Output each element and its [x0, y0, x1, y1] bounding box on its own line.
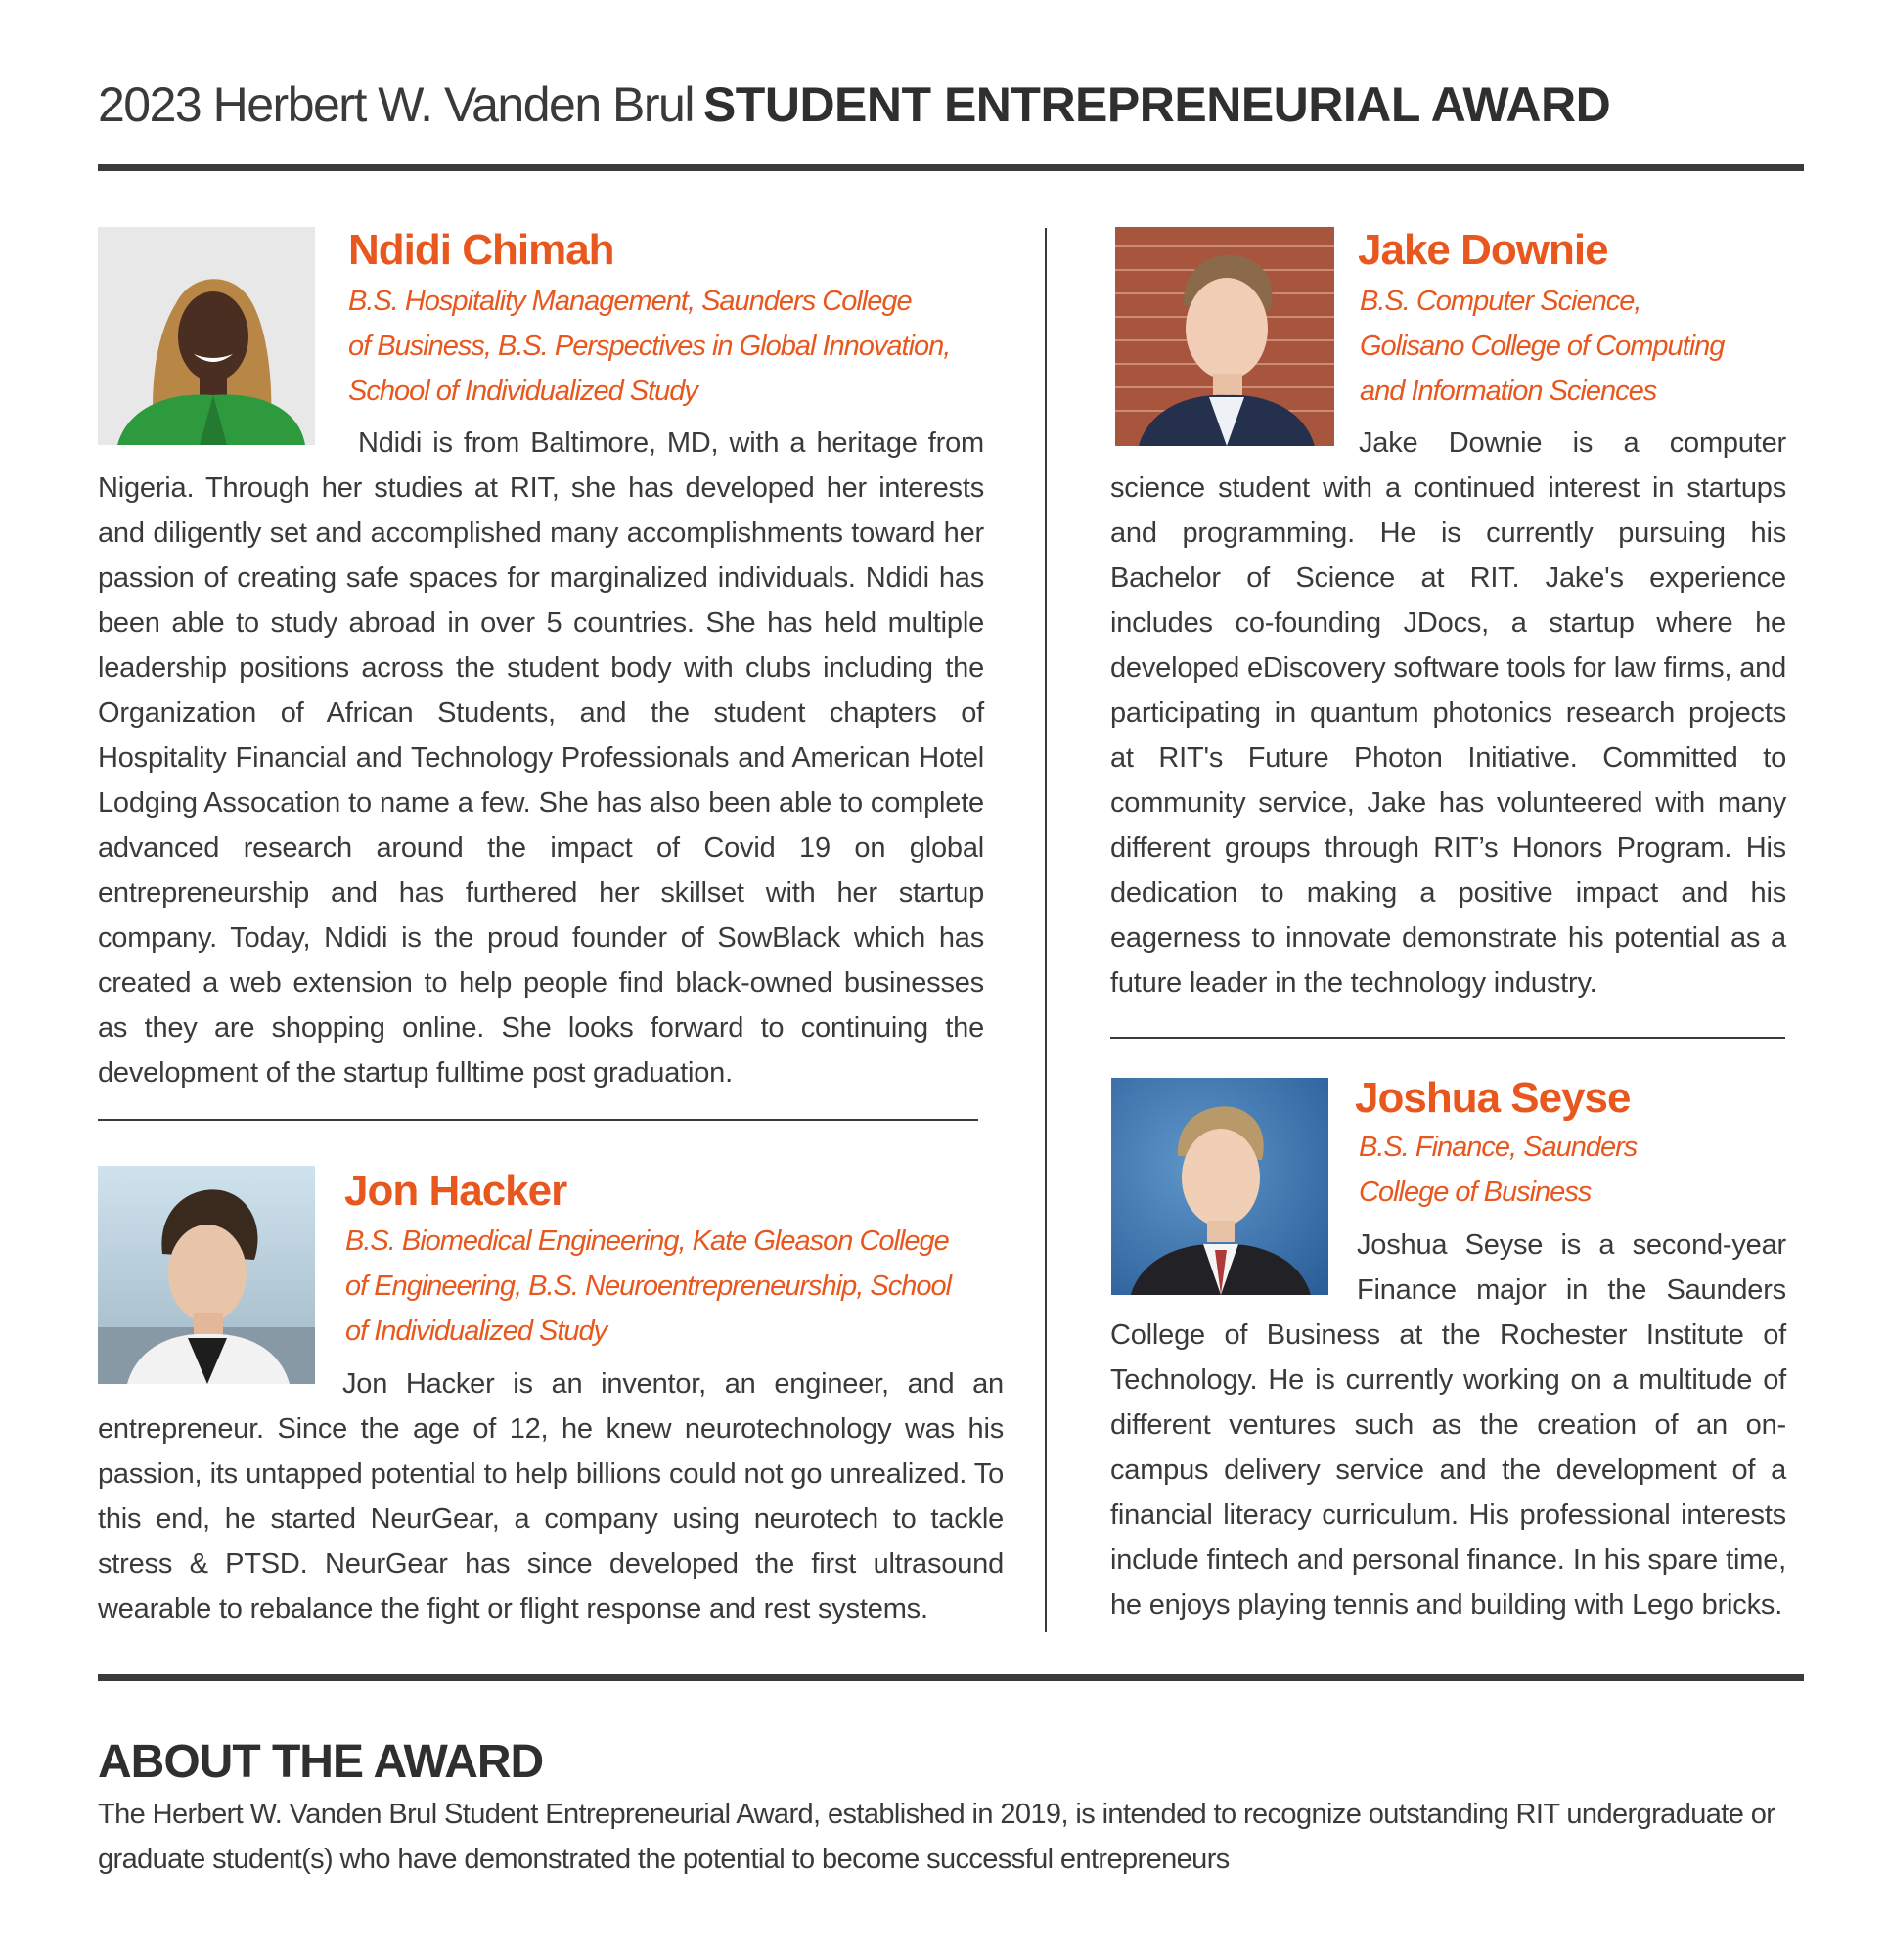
- header-divider: [98, 164, 1804, 171]
- jake-bio: Jake Downie is a computer science student with a continued interest in startups and programming. He is currently pursuing his Bachelor of Science at RIT. Jake's experience includes co-founding JDocs, a startup where he developed eDiscovery software tools for law firms, and participating in quantum photonics research projects at RIT's Future Photon Initiative. Committed to community service, Jake has volunteered with many different groups through RIT’s Honors Program. His dedication to making a positive impact and his eagerness to innovate demonstrate his potential as a future leader in the technology industry.: [1110, 427, 1786, 999]
- about-text: The Herbert W. Vanden Brul Student Entrepreneurial Award, established in 2019, is intended to recognize outstanding RIT undergraduate or graduate student(s) who have demonstrated the potential to become successful entrepreneurs: [98, 1799, 1775, 1875]
- jake-portrait-icon: [1115, 227, 1334, 446]
- jake-degree-line: B.S. Computer Science,: [1360, 286, 1641, 317]
- jake-bio-block: [1110, 421, 1786, 1005]
- joshua-name: Joshua Seyse: [1355, 1074, 1631, 1122]
- ndidi-degree-line: School of Individualized Study: [348, 376, 697, 407]
- jon-degree-line: of Individualized Study: [345, 1315, 607, 1347]
- left-section-divider: [98, 1119, 978, 1121]
- ndidi-bio-block: [98, 421, 984, 1095]
- jake-degree: [1360, 279, 1724, 414]
- jake-photo: [1115, 227, 1334, 446]
- ndidi-name: Ndidi Chimah: [348, 226, 614, 274]
- joshua-bio: Joshua Seyse is a second-year Finance major in the Saunders College of Business at the Rochester Institute of Technology. He is currently working on a multitude of different ventures such as the creation of an on-campus delivery service and the development of a financial literacy curriculum. His professional interests include fintech and personal finance. In his spare time, he enjoys playing tennis and building with Lego bricks.: [1110, 1229, 1786, 1621]
- joshua-degree: [1359, 1125, 1637, 1215]
- about-heading: ABOUT THE AWARD: [98, 1736, 544, 1788]
- jon-bio: Jon Hacker is an inventor, an engineer, and an entrepreneur. Since the age of 12, he knew neurotechnology was his passion, its untapped potential to help billions could not go unrealized. To this end, he started NeurGear, a company using neurotech to tackle stress & PTSD. NeurGear has since developed the first ultrasound wearable to rebalance the fight or flight response and rest systems.: [98, 1368, 1004, 1625]
- jon-degree: [345, 1219, 951, 1354]
- jon-bio-indent: [98, 1361, 342, 1406]
- page-title: [98, 70, 1800, 139]
- jon-name: Jon Hacker: [344, 1167, 567, 1215]
- jon-photo: [98, 1166, 315, 1384]
- title-prefix: 2023 Herbert W. Vanden Brul: [98, 77, 694, 132]
- ndidi-bio-indent: [98, 421, 358, 466]
- ndidi-portrait-icon: [98, 227, 315, 445]
- column-divider: [1045, 228, 1047, 1632]
- right-section-divider: [1110, 1037, 1785, 1039]
- joshua-degree-line: B.S. Finance, Saunders: [1359, 1132, 1638, 1163]
- jake-bio-indent: [1110, 421, 1359, 466]
- jake-degree-line: Golisano College of Computing: [1360, 331, 1725, 362]
- jake-name: Jake Downie: [1358, 226, 1608, 274]
- joshua-bio-block: [1110, 1223, 1786, 1627]
- ndidi-degree-line: of Business, B.S. Perspectives in Global Innovation,: [348, 331, 951, 362]
- jon-portrait-icon: [98, 1166, 315, 1384]
- jake-degree-line: and Information Sciences: [1360, 376, 1657, 407]
- ndidi-degree: [348, 279, 950, 414]
- ndidi-bio: Ndidi is from Baltimore, MD, with a heritage from Nigeria. Through her studies at RIT, she has developed her interests and diligently set and accomplished many accomplishments toward her passion of creating safe spaces for marginalized individuals. Ndidi has been able to study abroad in over 5 countries. She has held multiple leadership positions across the student body with clubs including the Organization of African Students, and the student chapters of Hospitality Financial and Technology Professionals and American Hotel Lodging Assocation to name a few. She has also been able to complete advanced research around the impact of Covid 19 on global entrepreneurship and has furthered her skillset with her startup company. Today, Ndidi is the proud founder of SowBlack which has created a web extension to help people find black-owned businesses as they are shopping online. She looks forward to continuing the development of the startup fulltime post graduation.: [98, 427, 984, 1089]
- ndidi-photo: [98, 227, 315, 445]
- footer-divider: [98, 1674, 1804, 1681]
- title-main: STUDENT ENTREPRENEURIAL AWARD: [702, 77, 1611, 132]
- joshua-degree-line: College of Business: [1359, 1177, 1592, 1208]
- jon-bio-block: [98, 1361, 1004, 1631]
- jon-degree-line: B.S. Biomedical Engineering, Kate Gleason College: [345, 1225, 949, 1257]
- jon-degree-line: of Engineering, B.S. Neuroentrepreneurship, School: [345, 1270, 952, 1302]
- joshua-bio-indent: [1110, 1223, 1357, 1313]
- ndidi-degree-line: B.S. Hospitality Management, Saunders College: [348, 286, 912, 317]
